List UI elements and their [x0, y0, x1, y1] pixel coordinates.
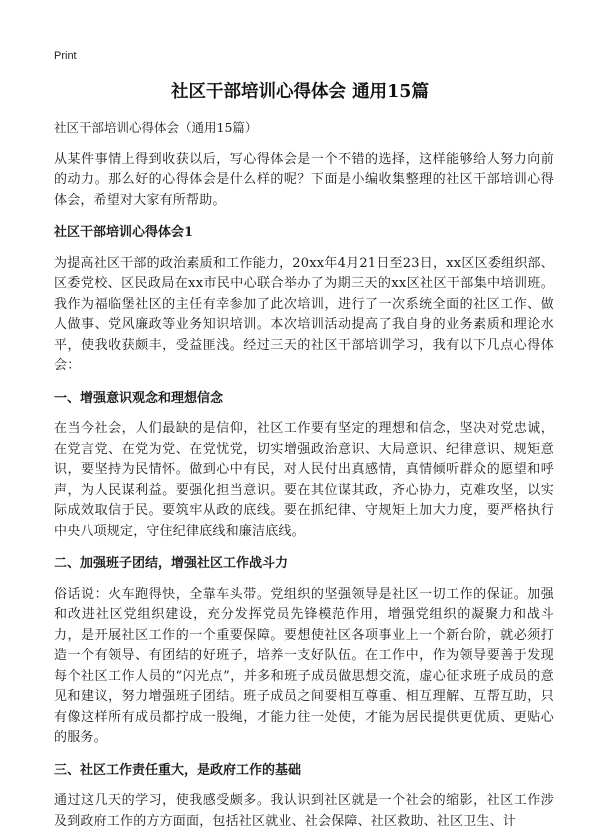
point-heading-3: 三、社区工作责任重大，是政府工作的基础 — [54, 762, 302, 778]
point-heading-1: 一、增强意识观念和理想信念 — [54, 390, 224, 406]
point-heading-2: 二、加强班子团结，增强社区工作战斗力 — [54, 556, 289, 571]
document-body — [54, 118, 554, 828]
point-paragraph-3: 通过这几天的学习，使我感受颇多。我认识到社区就是一个社会的缩影，社区工作涉及到政府工作的方方面面，包括社区就业、社会保障、社区救助、社区卫生、计 — [54, 793, 554, 828]
point-paragraph-1: 在当今社会，人们最缺的是信仰，社区工作要有坚定的理想和信念，坚决对党忠诚，在党言党、在党为党、在党忧党，切实增强政治意识、大局意识、纪律意识、规矩意识，要坚持为民情怀。做到心中有民，对人民付出真感情，真情倾听群众的愿望和呼声，为人民谋利益。要强化担当意识。要在其位谋其政，齐心协力，克难攻坚，以实际成效取信于民。要筑牢从政的底线。要在抓纪律、守规矩上加大力度，要严格执行中央八项规定，守住纪律底线和廉洁底线。 — [54, 421, 554, 539]
point-paragraph-2: 俗话说：火车跑得快，全靠车头带。党组织的坚强领导是社区一切工作的保证。加强和改进社区党组织建设，充分发挥党员先锋模范作用，增强党组织的凝聚力和战斗力，是开展社区工作的一个重要保障。要想使社区各项事业上一个新台阶，就必须打造一个有领导、有团结的好班子，培养一支好队伍。在工作中，作为领导要善于发现每个社区工作人员的“闪光点”，并多和班子成员做思想交流，虚心征求班子成员的意见和建议，努力增强班子团结。班子成员之间要相互尊重、相互理解、互帮互助，只有像这样所有成员都拧成一股绳，才能力往一处使，才能为居民提供更优质、更贴心的服务。 — [54, 586, 554, 745]
intro-paragraph: 从某件事情上得到收获以后，写心得体会是一个不错的选择，这样能够给人努力向前的动力。那么好的心得体会是什么样的呢？下面是小编收集整理的社区干部培训心得体会，希望对大家有所帮助。 — [54, 151, 554, 208]
page-title: 社区干部培训心得体会 通用15篇 — [171, 82, 429, 102]
section-heading-1: 社区干部培训心得体会1 — [54, 225, 194, 240]
section-paragraph-1: 为提高社区干部的政治素质和工作能力，20xx年4月21日至23日，xx区区委组织部、区委党校、区民政局在xx市民中心联合举办了为期三天的xx区社区干部集中培训班。我作为福临堡社区的主任有幸参加了此次培训，进行了一次系统全面的社区工作、做人做事、党风廉政等业务知识培训。本次培训活动提高了我自身的业务素质和理论水平，使我收获颇丰，受益匪浅。经过三天的社区干部培训学习，我有以下几点心得体会： — [54, 255, 554, 373]
print-link[interactable]: Print — [54, 50, 77, 62]
document-subtitle: 社区干部培训心得体会（通用15篇） — [54, 120, 258, 135]
